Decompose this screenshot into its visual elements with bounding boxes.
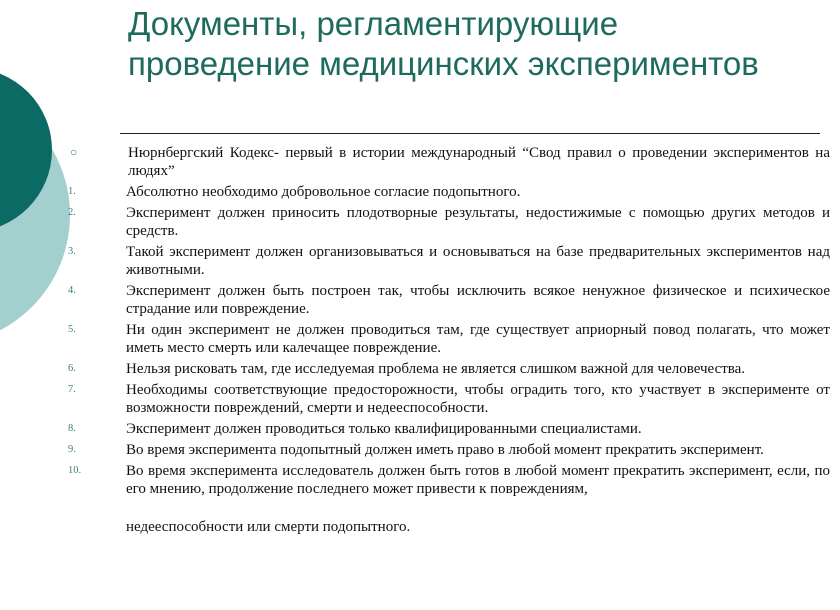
item-text: Эксперимент должен проводиться только квалифицированными специалистами. — [126, 421, 642, 437]
item-number: 9. — [68, 444, 76, 455]
intro-item — [68, 144, 830, 180]
list-item — [68, 204, 830, 240]
item-text: Такой эксперимент должен организовываться и основываться на базе предварительных экспериментов над животными. — [126, 244, 830, 278]
item-text: Эксперимент должен быть построен так, чтобы исключить всякое ненужное физическое и психическое страдание или повреждение. — [126, 283, 830, 317]
item-number: 8. — [68, 423, 76, 434]
list-item — [68, 420, 830, 438]
list-item — [68, 381, 830, 417]
title-line-2: проведение медицинских экспериментов — [128, 45, 759, 82]
item-text: Эксперимент должен приносить плодотворные результаты, недостижимые с помощью других методов и средств. — [126, 205, 830, 239]
item-number: 4. — [68, 285, 76, 296]
item-number: 1. — [68, 186, 76, 197]
item-text: Ни один эксперимент не должен проводиться там, где существует априорный повод полагать, что может иметь место смерть или калечащее повреждение. — [126, 322, 830, 356]
code-list — [68, 144, 830, 536]
list-item — [68, 183, 830, 201]
item-number: 6. — [68, 363, 76, 374]
item-10-continuation: недееспособности или смерти подопытного. — [126, 519, 411, 535]
item-number: 7. — [68, 384, 76, 395]
item-number: 5. — [68, 324, 76, 335]
title-divider — [120, 133, 820, 134]
list-item — [68, 321, 830, 357]
item-number: 10. — [68, 465, 82, 476]
item-number: 2. — [68, 207, 76, 218]
list-item — [68, 243, 830, 279]
list-item — [68, 282, 830, 318]
list-item — [68, 462, 830, 498]
item-text: Нельзя рисковать там, где исследуемая проблема не является слишком важной для человечества. — [126, 361, 746, 377]
item-text: Абсолютно необходимо добровольное согласие подопытного. — [126, 184, 521, 200]
hollow-bullet-icon: ○ — [70, 145, 78, 159]
item-number: 3. — [68, 246, 76, 257]
list-item — [68, 360, 830, 378]
list-item — [68, 441, 830, 459]
item-text: Во время эксперимента подопытный должен иметь право в любой момент прекратить эксперимент. — [126, 442, 764, 458]
intro-text: Нюрнбергский Кодекс- первый в истории международный “Свод правил о проведении экспериментов на людях” — [128, 145, 830, 179]
title-line-1: Документы, регламентирующие — [128, 5, 619, 42]
slide-title — [128, 4, 828, 84]
item-text: Необходимы соответствующие предосторожности, чтобы оградить того, кто участвует в эксперименте от возможности повреждений, смерти и недееспособности. — [126, 382, 830, 416]
item-text: Во время эксперимента исследователь должен быть готов в любой момент прекратить эксперимент, если, по его мнению, продолжение последнего может привести к повреждениям, — [126, 463, 830, 497]
